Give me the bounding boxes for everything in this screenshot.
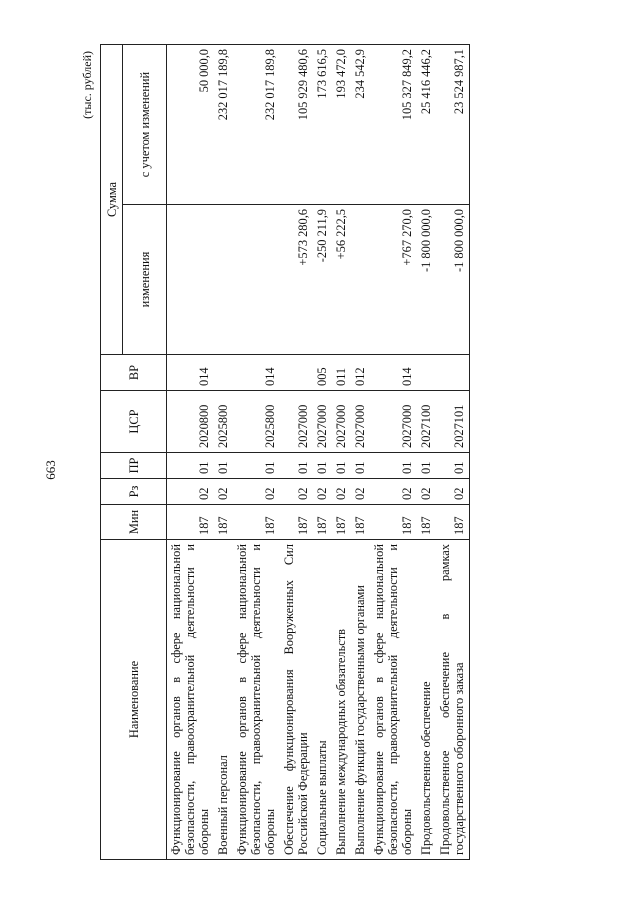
table-cell-name: Военный персонал: [214, 540, 233, 860]
table-cell-name: Функционирование органов в сфере национальной безопасности, правоохранительной деятельности и обороны: [167, 540, 215, 860]
table-cell-csr: 2027100: [417, 391, 436, 453]
table-cell-name: Выполнение международных обязательств: [332, 540, 351, 860]
table-cell-change: +573 280,6: [280, 205, 313, 355]
table-cell-vr: 014: [233, 355, 280, 391]
header-csr: ЦСР: [101, 391, 167, 453]
table-header: [101, 45, 167, 860]
header-name: Наименование: [101, 540, 167, 860]
table-cell-csr: 2027000: [280, 391, 313, 453]
table-cell-change: [167, 205, 215, 355]
header-change: изменения: [123, 205, 167, 355]
table-body: [167, 45, 470, 860]
table-cell-min: 187: [417, 505, 436, 540]
table-cell-csr: 2027000: [370, 391, 417, 453]
table-cell-change: -1 800 000,0: [436, 205, 470, 355]
table-cell-pr: 01: [370, 453, 417, 479]
table-cell-min: 187: [351, 505, 370, 540]
table-cell-change: [351, 205, 370, 355]
table-cell-min: 187: [332, 505, 351, 540]
table-row: [436, 45, 470, 860]
header-min: Мин: [101, 505, 167, 540]
table-cell-name: Продовольственное обеспечение: [417, 540, 436, 860]
table-cell-total: 234 542,9: [351, 45, 370, 205]
table-row: [351, 45, 370, 860]
table-cell-rz: 02: [370, 479, 417, 505]
table-cell-csr: 2027000: [351, 391, 370, 453]
table-cell-total: 193 472,0: [332, 45, 351, 205]
table-row: [313, 45, 332, 860]
table-cell-min: 187: [370, 505, 417, 540]
table-cell-vr: 014: [370, 355, 417, 391]
table-cell-csr: 2020800: [167, 391, 215, 453]
table-cell-name: Функционирование органов в сфере национальной безопасности, правоохранительной деятельности и обороны: [233, 540, 280, 860]
table-cell-pr: 01: [214, 453, 233, 479]
table-cell-change: -1 800 000,0: [417, 205, 436, 355]
table-cell-rz: 02: [313, 479, 332, 505]
page-number: 663: [43, 460, 58, 480]
table-cell-pr: 01: [417, 453, 436, 479]
table-cell-min: 187: [233, 505, 280, 540]
units-label: (тыс. рублей): [80, 51, 94, 119]
budget-table: [100, 44, 470, 860]
table-cell-rz: 02: [351, 479, 370, 505]
table-cell-rz: 02: [417, 479, 436, 505]
table-cell-vr: 014: [167, 355, 215, 391]
table-row: [280, 45, 313, 860]
table-cell-pr: 01: [351, 453, 370, 479]
table-cell-name: Обеспечение функционирования Вооруженных Сил Российской Федерации: [280, 540, 313, 860]
table-cell-total: 105 929 480,6: [280, 45, 313, 205]
table-cell-pr: 01: [332, 453, 351, 479]
table-cell-rz: 02: [332, 479, 351, 505]
table-cell-total: 232 017 189,8: [214, 45, 233, 205]
table-cell-pr: 01: [280, 453, 313, 479]
table-cell-name: Выполнение функций государственными органами: [351, 540, 370, 860]
table-row: [214, 45, 233, 860]
table-cell-name: Продовольственное обеспечение в рамках государственного оборонного заказа: [436, 540, 470, 860]
table-cell-csr: 2027000: [313, 391, 332, 453]
table-row: [332, 45, 351, 860]
table-cell-vr: 005: [313, 355, 332, 391]
table-cell-csr: 2025800: [214, 391, 233, 453]
table-cell-pr: 01: [436, 453, 470, 479]
header-rz: Рз: [101, 479, 167, 505]
table-cell-total: 173 616,5: [313, 45, 332, 205]
table-cell-vr: [417, 355, 436, 391]
table-cell-min: 187: [214, 505, 233, 540]
table-cell-csr: 2027000: [332, 391, 351, 453]
header-vr: ВР: [101, 355, 167, 391]
table-row: [167, 45, 215, 860]
table-cell-pr: 01: [167, 453, 215, 479]
table-cell-vr: [214, 355, 233, 391]
table-cell-pr: 01: [233, 453, 280, 479]
table-cell-min: 187: [280, 505, 313, 540]
table-cell-min: 187: [167, 505, 215, 540]
table-row: [417, 45, 436, 860]
table-cell-vr: [280, 355, 313, 391]
table-cell-total: 23 524 987,1: [436, 45, 470, 205]
table-cell-rz: 02: [214, 479, 233, 505]
table-cell-min: 187: [436, 505, 470, 540]
table-cell-change: +56 222,5: [332, 205, 351, 355]
table-cell-rz: 02: [280, 479, 313, 505]
table-row: [370, 45, 417, 860]
table-cell-rz: 02: [167, 479, 215, 505]
table-cell-rz: 02: [436, 479, 470, 505]
table-cell-change: [233, 205, 280, 355]
table-cell-vr: 012: [351, 355, 370, 391]
table-cell-total: 25 416 446,2: [417, 45, 436, 205]
rotated-page-content: [80, 45, 588, 860]
table-cell-change: +767 270,0: [370, 205, 417, 355]
table-cell-total: 232 017 189,8: [233, 45, 280, 205]
table-cell-name: Социальные выплаты: [313, 540, 332, 860]
header-pr: ПР: [101, 453, 167, 479]
table-cell-csr: 2025800: [233, 391, 280, 453]
table-cell-change: [214, 205, 233, 355]
table-cell-change: -250 211,9: [313, 205, 332, 355]
table-cell-vr: 011: [332, 355, 351, 391]
table-cell-vr: [436, 355, 470, 391]
table-cell-total: 50 000,0: [167, 45, 215, 205]
header-with-change: с учетом изменений: [123, 45, 167, 205]
table-cell-total: 105 327 849,2: [370, 45, 417, 205]
table-cell-rz: 02: [233, 479, 280, 505]
table-cell-pr: 01: [313, 453, 332, 479]
table-cell-csr: 2027101: [436, 391, 470, 453]
header-sum: Сумма: [101, 45, 123, 355]
table-cell-min: 187: [313, 505, 332, 540]
table-row: [233, 45, 280, 860]
table-cell-name: Функционирование органов в сфере национальной безопасности, правоохранительной деятельности и обороны: [370, 540, 417, 860]
